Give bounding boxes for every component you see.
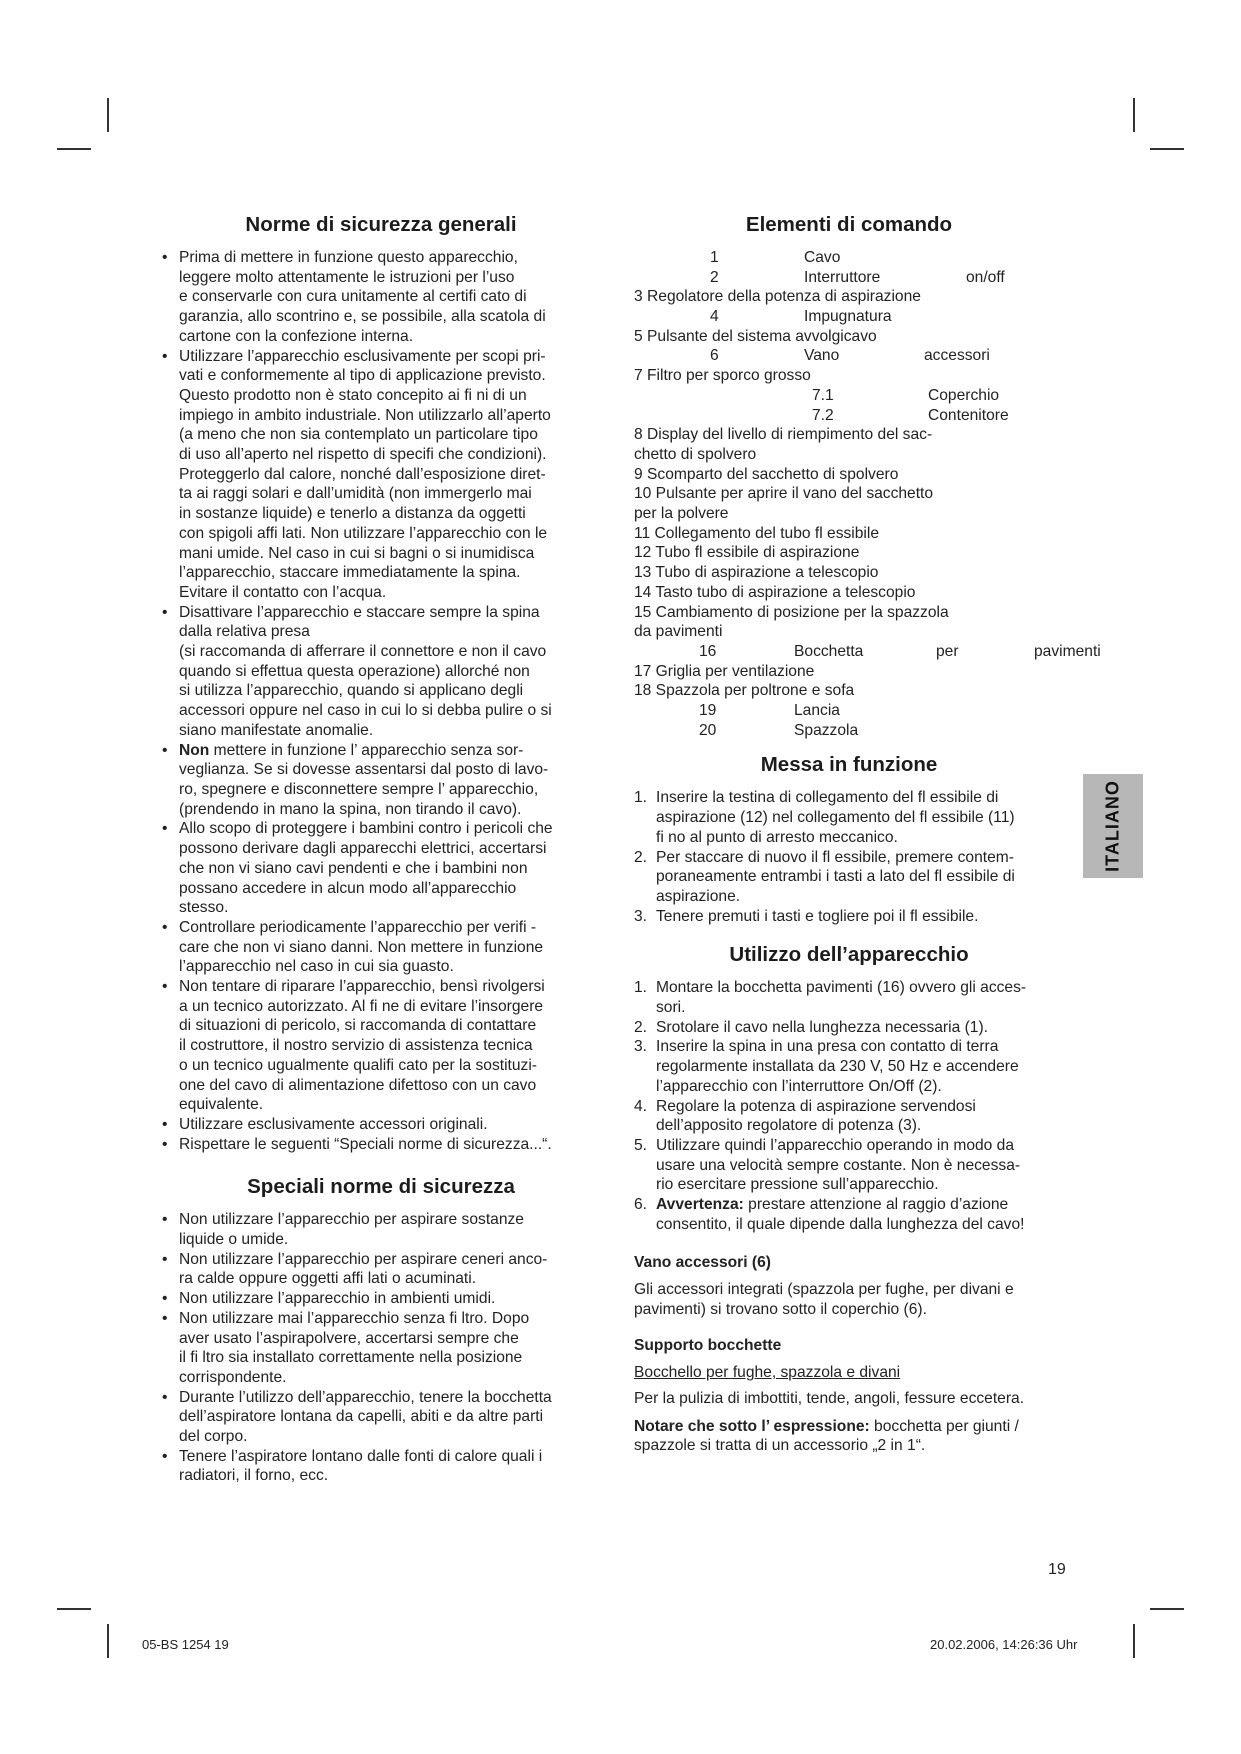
page-number: 19: [1048, 1561, 1066, 1578]
list-item: • Allo scopo di proteggere i bambini contro i pericoli che possono derivare dagli apparecchi elettrici, accertarsi che non vi siano cavi pendenti e che i bambini non possano accedere in alcun modo all’apparecchio stesso.: [161, 819, 601, 918]
supporto-text: Per la pulizia di imbottiti, tende, angoli, fessure eccetera.: [634, 1390, 1025, 1408]
list-item: [634, 1037, 1064, 1096]
list-item: 8 Display del livello di riempimento del sac- chetto di spolvero: [634, 426, 933, 463]
item-number: 16: [699, 642, 717, 660]
list-item: 3 Regolatore della potenza di aspirazione: [634, 288, 921, 306]
heading-startup: Messa in funzione: [760, 753, 938, 777]
list-item: 11 Collegamento del tubo fl essibile: [634, 524, 880, 542]
item-label: Contenitore: [928, 406, 1009, 424]
footer-right: 20.02.2006, 14:26:36 Uhr: [930, 1637, 1078, 1652]
list-item: [634, 1195, 1064, 1234]
special-safety-list: [161, 1210, 601, 1486]
list-item: 12 Tubo fl essibile di aspirazione: [634, 544, 860, 562]
list-item: [634, 642, 1124, 662]
list-item: [634, 978, 1064, 1017]
item-label: Cavo: [804, 249, 841, 266]
controls-list: [634, 248, 1124, 740]
list-item: [634, 406, 1124, 426]
supporto-heading: Supporto bocchette: [634, 1336, 782, 1354]
list-item: • Durante l’utilizzo dell’apparecchio, tenere la bocchetta dell’aspiratore lontana da capelli, abiti e da altre parti del corpo.: [161, 1388, 601, 1447]
item-number: 3.: [634, 907, 648, 925]
item-number: 7.1: [812, 386, 834, 404]
list-item: • Rispettare le seguenti “Speciali norme di sicurezza...“.: [161, 1135, 601, 1155]
note-paragraph: [634, 1417, 1124, 1456]
item-number: 4: [710, 308, 719, 326]
item-text: Inserire la testina di collegamento del fl essibile di aspirazione (12) nel collegamento del fl essibile (11) fi no al punto di arresto meccanico.: [656, 789, 1015, 846]
list-item: [634, 1097, 1064, 1136]
list-item: [634, 346, 1124, 366]
crop-mark: [1133, 98, 1135, 132]
list-item: [634, 268, 1124, 288]
vano-heading: Vano accessori (6): [634, 1253, 771, 1271]
right-column: [634, 212, 1124, 1464]
item-number: 2: [710, 268, 719, 286]
supporto-subheading: Bocchello per fughe, spazzola e divani: [634, 1364, 901, 1382]
item-number: 19: [699, 702, 717, 720]
list-item: [634, 721, 1124, 741]
heading-general-safety: Norme di sicurezza generali: [245, 213, 517, 236]
item-number: 6.: [634, 1196, 648, 1214]
item-label: Lancia: [794, 702, 840, 720]
item-number: 4.: [634, 1097, 648, 1115]
crop-mark: [1150, 1608, 1184, 1610]
list-item: [634, 248, 1124, 268]
list-item: [634, 1136, 1064, 1195]
item-text: Utilizzare quindi l’apparecchio operando in modo da usare una velocità sempre costante. Non è necessa- rio esercitare pressione sull’apparecchio.: [656, 1136, 1021, 1194]
item-text: Inserire la spina in una presa con contatto di terra regolarmente installata da 230 V, 50 Hz e accendere l’apparecchio con l’interruttore On/Off (2).: [656, 1038, 1019, 1095]
bold-text: Notare che sotto l’ espressione:: [634, 1417, 870, 1435]
list-item: • Non utilizzare l’apparecchio in ambienti umidi.: [161, 1289, 601, 1309]
list-item: • Non utilizzare l’apparecchio per aspirare ceneri anco- ra calde oppure oggetti affi lati o acuminati.: [161, 1250, 601, 1289]
item-label: accessori: [924, 347, 990, 365]
item-number: 6: [710, 347, 719, 365]
item-number: 2.: [634, 1018, 648, 1036]
list-item: • Non utilizzare l’apparecchio per aspirare sostanze liquide o umide.: [161, 1210, 601, 1249]
list-item: • Non utilizzare mai l’apparecchio senza fi ltro. Dopo aver usato l’aspirapolvere, accertarsi sempre che il fi ltro sia installato correttamente nella posizione corrispondente.: [161, 1309, 601, 1388]
list-item: 14 Tasto tubo di aspirazione a telescopio: [634, 583, 916, 601]
item-label: Coperchio: [928, 386, 1000, 404]
item-number: 20: [699, 721, 717, 739]
list-item: [634, 848, 1064, 907]
list-item: • Tenere l’aspiratore lontano dalle fonti di calore quali i radiatori, il forno, ecc.: [161, 1447, 601, 1486]
list-item: 13 Tubo di aspirazione a telescopio: [634, 564, 879, 582]
crop-mark: [1133, 1624, 1135, 1658]
general-safety-list: [161, 248, 601, 1154]
item-label: Vano: [804, 347, 840, 365]
bold-text: Non: [179, 741, 210, 759]
list-item: • Disattivare l’apparecchio e staccare sempre la spina dalla relativa presa (si raccomanda di afferrare il connettore e non il cavo quando si effettua questa operazione) allorché non si utilizza l’apparecchio, quando si applicano degli accessori oppure nel caso in cui lo si debba pulire o si siano manifestate anomalie.: [161, 603, 601, 741]
list-item: 15 Cambiamento di posizione per la spazzola da pavimenti: [634, 603, 949, 641]
list-item: [634, 386, 1124, 406]
bold-text: Avvertenza:: [656, 1196, 744, 1214]
item-text: Regolare la potenza di aspirazione servendosi dell’apposito regolatore di potenza (3).: [656, 1097, 976, 1135]
list-item: • Controllare periodicamente l’apparecchio per verifi - care che non vi siano danni. Non mettere in funzione l’apparecchio nel caso in cui sia guasto.: [161, 918, 601, 977]
list-item: 5 Pulsante del sistema avvolgicavo: [634, 327, 877, 345]
item-text: Montare la bocchetta pavimenti (16) ovvero gli acces- sori.: [656, 979, 1027, 1017]
item-text: prestare attenzione al raggio d’azione consentito, il quale dipende dalla lunghezza del cavo!: [656, 1196, 1025, 1233]
language-tab: [1083, 774, 1143, 878]
crop-mark: [107, 98, 109, 132]
item-text: Tenere premuti i tasti e togliere poi il fl essibile.: [656, 907, 979, 925]
list-item: [634, 907, 1064, 927]
list-item: 7 Filtro per sporco grosso: [634, 367, 811, 385]
footer-left: 05-BS 1254 19: [142, 1637, 229, 1652]
list-item: [161, 741, 601, 820]
vano-text: Gli accessori integrati (spazzola per fughe, per divani e pavimenti) si trovano sotto il coperchio (6).: [634, 1281, 1014, 1318]
list-item: 17 Griglia per ventilazione: [634, 662, 815, 680]
list-item: • Prima di mettere in funzione questo apparecchio, leggere molto attentamente le istruzioni per l’uso e conservarle con cura unitamente al certifi cato di garanzia, allo scontrino e, se possibile, alla scatola di cartone con la confezione interna.: [161, 248, 601, 347]
usage-list: [634, 978, 1064, 1234]
item-label: per: [936, 642, 959, 660]
heading-controls: Elementi di comando: [745, 213, 953, 236]
list-item: • Non tentare di riparare l’apparecchio, bensì rivolgersi a un tecnico autorizzato. Al fi ne di evitare l’insorgere di situazioni di pericolo, si raccomanda di contattare il costruttore, il nostro servizio di assistenza tecnica o un tecnico ugualmente qualifi cato per la sostituzi- one del cavo di alimentazione difettoso con un cavo equivalente.: [161, 977, 601, 1115]
item-number: 7.2: [812, 406, 834, 424]
item-text: mettere in funzione l’ apparecchio senza sor- veglianza. Se si dovesse assentarsi dal posto di lavo- ro, spegnere e disconnettere sempre l’ apparecchio, (prendendo in mano la spina, non tirando il cavo).: [179, 741, 549, 818]
crop-mark: [1150, 148, 1184, 150]
language-tab-label: ITALIANO: [1102, 780, 1123, 872]
left-column: [161, 212, 601, 1486]
crop-mark: [107, 1624, 109, 1658]
heading-special-safety: Speciali norme di sicurezza: [247, 1175, 515, 1199]
list-item: [634, 701, 1124, 721]
item-number: 1.: [634, 979, 648, 997]
item-label: Bocchetta: [794, 642, 864, 660]
crop-mark: [57, 1608, 91, 1610]
crop-mark: [57, 148, 91, 150]
startup-list: [634, 788, 1064, 926]
item-label: Impugnatura: [804, 308, 892, 326]
item-number: 1: [710, 249, 719, 266]
list-item: [634, 788, 1064, 847]
item-label: on/off: [966, 268, 1005, 286]
heading-usage: Utilizzo dell’apparecchio: [729, 943, 969, 967]
list-item: • Utilizzare esclusivamente accessori originali.: [161, 1115, 601, 1135]
item-label: Interruttore: [804, 268, 881, 286]
item-number: 1.: [634, 789, 648, 807]
item-label: Spazzola: [794, 721, 859, 739]
item-text: Per staccare di nuovo il fl essibile, premere contem- poraneamente entrambi i tasti a lato del fl essibile di aspirazione.: [656, 848, 1015, 905]
item-number: 5.: [634, 1136, 648, 1154]
item-number: 2.: [634, 848, 648, 866]
list-item: [634, 1018, 1064, 1038]
list-item: 9 Scomparto del sacchetto di spolvero: [634, 465, 899, 483]
list-item: • Utilizzare l’apparecchio esclusivamente per scopi pri- vati e conformemente al tipo di applicazione previsto. Questo prodotto non è stato concepito ai fi ni di un impiego in ambito industriale. Non utilizzarlo all’aperto (a meno che non sia contemplato un particolare tipo di uso all’aperto nel rispetto di specifi che condizioni). Proteggerlo dal calore, nonché dall’esposizione diret- ta ai raggi solari e dall’umidità (non immergerlo mai in sostanze liquide) e tenerlo a distanza da oggetti con spigoli affi lati. Non utilizzare l’apparecchio con le mani umide. Nel caso in cui si bagni o si inumidisca l’apparecchio, staccare immediatamente la spina. Evitare il contatto con l’acqua.: [161, 347, 601, 603]
list-item: [634, 307, 1124, 327]
list-item: 10 Pulsante per aprire il vano del sacchetto per la polvere: [634, 485, 934, 523]
note-text: bocchetta per giunti / spazzole si tratta di un accessorio „2 in 1“.: [634, 1417, 1019, 1455]
list-item: 18 Spazzola per poltrone e sofa: [634, 682, 855, 700]
item-text: Srotolare il cavo nella lunghezza necessaria (1).: [656, 1018, 988, 1036]
item-label: pavimenti: [1034, 642, 1101, 660]
item-number: 3.: [634, 1038, 648, 1056]
